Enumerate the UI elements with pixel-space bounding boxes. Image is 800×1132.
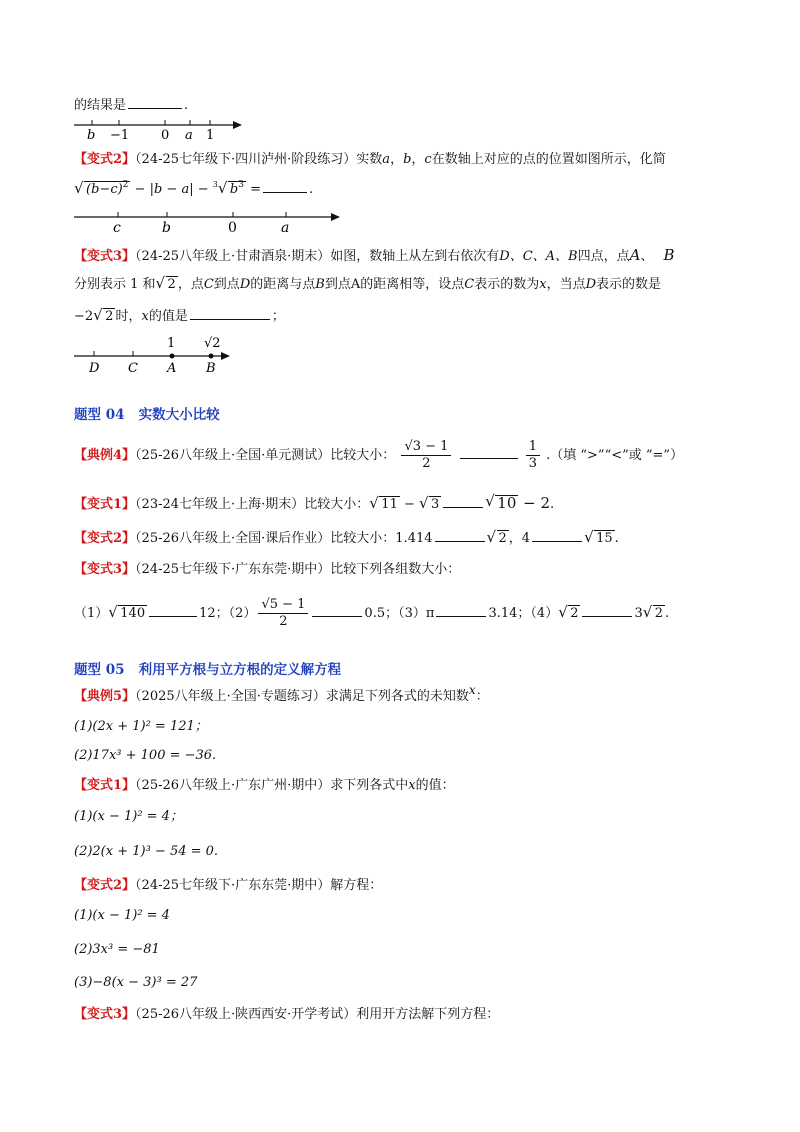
variant-1-solve: 【变式1】（25-26八年级上·广东广州·期中）求下列各式中x的值： (74, 778, 455, 793)
fraction-2: $\frac{1}{3}$ (526, 439, 540, 472)
question-v2-realnumbers: 【变式2】（24-25七年级下·四川泸州·阶段练习）实数a，b，c在数轴上对应的点的位置如图所示，化简 (74, 152, 666, 167)
question-v3-line3: −2√ 2 时，x的值是 ； (74, 307, 285, 326)
example-5: 【典例5】（2025八年级上·全国·专题练习）求满足下列各式的未知数$^x$： (74, 683, 489, 704)
answer-blank[interactable] (149, 604, 197, 617)
variant-3-items: （1）√ 140 12；（2） $\frac{√5 - 1}{2}$ 0.5；（3）π 3.14；（4）√ 2 3√ 2 . (74, 592, 669, 636)
point-b-dot (209, 354, 214, 359)
answer-blank[interactable] (443, 495, 483, 508)
label-0: 0 (228, 220, 237, 234)
variant-1-compare: 【变式1】（23-24七年级上·上海·期末）比较大小：√ 11 − √ 3√ 10 − 2. (74, 494, 554, 514)
label-a: a (281, 220, 290, 234)
label-c: c (113, 220, 121, 234)
answer-blank[interactable] (582, 604, 632, 617)
variant-2-solve: 【变式2】（24-25七年级下·广东东莞·期中）解方程： (74, 878, 383, 893)
label-a: a (185, 128, 193, 141)
number-line-3 (70, 332, 240, 376)
answer-blank[interactable] (128, 96, 182, 109)
answer-line-top: 的结果是 . (74, 98, 189, 113)
sqrt-expression: √ $(b-c)^2$ (75, 181, 130, 199)
label-1: 1 (206, 128, 215, 141)
section-heading-04: 题型 04 实数大小比较 (74, 407, 220, 423)
label-A: A (167, 361, 177, 376)
variant-2-compare: 【变式2】（25-26八年级上·全国·课后作业）比较大小：1.414√ 2 ，4√ 15 . (74, 529, 619, 548)
label-C: C (128, 361, 138, 376)
label-B: B (206, 361, 216, 376)
variant-3-solve: 【变式3】（25-26八年级上·陕西西安·开学考试）利用开方法解下列方程： (74, 1007, 500, 1022)
equation: (2)3x³ = −81 (74, 942, 160, 957)
equation: (3)−8(x − 3)³ = 27 (74, 975, 198, 990)
label-neg1: −1 (110, 128, 130, 141)
label-0: 0 (161, 128, 170, 141)
equation: (2)2(x + 1)³ − 54 = 0. (74, 844, 219, 859)
fraction-1: $\frac{√3 - 1}{2}$ (401, 439, 451, 472)
equation: (1)(2x + 1)² = 121； (74, 719, 208, 734)
answer-blank[interactable] (435, 529, 485, 542)
answer-blank[interactable] (460, 446, 518, 459)
equation: (1)(x − 1)² = 4 (74, 908, 170, 923)
answer-blank[interactable] (190, 307, 270, 320)
answer-blank[interactable] (312, 604, 362, 617)
label-b: b (87, 128, 96, 141)
label-sqrt2: √2 (204, 336, 221, 351)
simplify-expression: √ $(b-c)^2 - |b - a| - ^3√$ $b^3$ = . (74, 180, 313, 199)
question-v3-line2: 分别表示 1 和√ 2 ，点C到点D的距离与点B到点A的距离相等，设点C表示的数为x，当点D表示的数是 (74, 276, 661, 294)
example-4: 【典例4】（25-26八年级上·全国·单元测试）比较大小： $\frac{√3 - 1}{2}$ $\frac{1}{3}$ .（填 “>”“<”或 “=”） (74, 439, 684, 471)
question-v3-line1: 【变式3】（24-25八年级上·甘肃酒泉·期末）如图，数轴上从左到右依次有D、C、A、B四点，点A、 B (74, 246, 675, 264)
label-b: b (162, 220, 171, 234)
number-line-1 (70, 115, 250, 141)
equation: (2)17x³ + 100 = −36. (74, 748, 217, 763)
answer-blank[interactable] (436, 604, 486, 617)
equation: (1)(x − 1)² = 4； (74, 809, 183, 824)
number-line-2 (70, 206, 350, 234)
point-a-dot (170, 354, 175, 359)
section-heading-05: 题型 05 利用平方根与立方根的定义解方程 (74, 662, 342, 678)
label-1: 1 (167, 336, 176, 351)
answer-blank[interactable] (263, 180, 307, 193)
label-D: D (89, 361, 100, 376)
answer-blank[interactable] (532, 529, 582, 542)
variant-3-compare: 【变式3】（24-25七年级下·广东东莞·期中）比较下列各组数大小： (74, 562, 461, 577)
